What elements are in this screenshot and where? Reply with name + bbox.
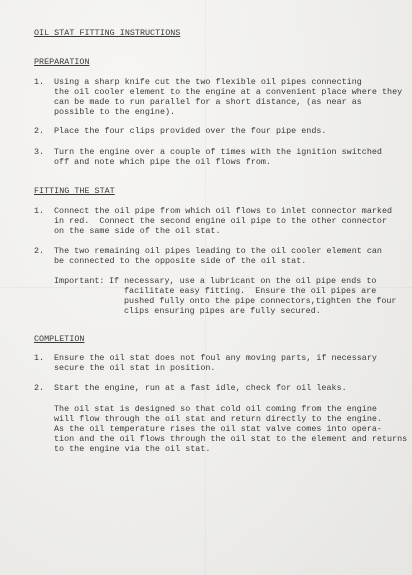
document-title: OIL STAT FITTING INSTRUCTIONS: [34, 28, 181, 38]
closing-line: tion and the oil flows through the oil stat to the element and returns: [54, 434, 408, 444]
important-line: pushed fully onto the pipe connectors,tighten the four: [124, 296, 397, 306]
item-number: 2.: [34, 126, 45, 136]
item-number: 1.: [34, 77, 45, 87]
important-line: If necessary, use a lubricant on the oil pipe ends to: [109, 276, 377, 286]
section-heading-preparation: PREPARATION: [34, 57, 90, 67]
item-line: Turn the engine over a couple of times with the ignition switched: [54, 147, 382, 157]
item-line: on the same side of the oil stat.: [54, 226, 221, 236]
item-line: Start the engine, run at a fast idle, check for oil leaks.: [54, 383, 347, 393]
item-line: in red. Connect the second engine oil pipe to the other connector: [54, 216, 388, 226]
item-number: 2.: [34, 246, 45, 256]
closing-line: The oil stat is designed so that cold oil coming from the engine: [54, 404, 377, 414]
item-number: 2.: [34, 383, 45, 393]
item-line: Place the four clips provided over the four pipe ends.: [54, 126, 327, 136]
closing-line: As the oil temperature rises the oil stat valve comes into opera-: [54, 424, 382, 434]
important-line: clips ensuring pipes are fully secured.: [124, 306, 321, 316]
item-line: can be made to run parallel for a short distance, (as near as: [54, 97, 362, 107]
item-line: possible to the engine).: [54, 107, 176, 117]
item-line: the oil cooler element to the engine at a convenient place where they: [54, 87, 403, 97]
item-line: Ensure the oil stat does not foul any moving parts, if necessary: [54, 353, 377, 363]
closing-line: to the engine via the oil stat.: [54, 444, 211, 454]
item-number: 1.: [34, 206, 45, 216]
section-heading-fitting-the-stat: FITTING THE STAT: [34, 186, 115, 196]
closing-line: will flow through the oil stat and return directly to the engine.: [54, 414, 382, 424]
section-heading-completion: COMPLETION: [34, 334, 85, 344]
item-line: secure the oil stat in position.: [54, 363, 216, 373]
item-line: Connect the oil pipe from which oil flows to inlet connector marked: [54, 206, 393, 216]
item-line: The two remaining oil pipes leading to the oil cooler element can: [54, 246, 382, 256]
item-line: Using a sharp knife cut the two flexible oil pipes connecting: [54, 77, 362, 87]
important-line: facilitate easy fitting. Ensure the oil pipes are: [124, 286, 377, 296]
item-line: off and note which pipe the oil flows from.: [54, 157, 271, 167]
item-number: 1.: [34, 353, 45, 363]
item-line: be connected to the opposite side of the oil stat.: [54, 256, 307, 266]
important-label: Important:: [54, 276, 105, 286]
item-number: 3.: [34, 147, 45, 157]
